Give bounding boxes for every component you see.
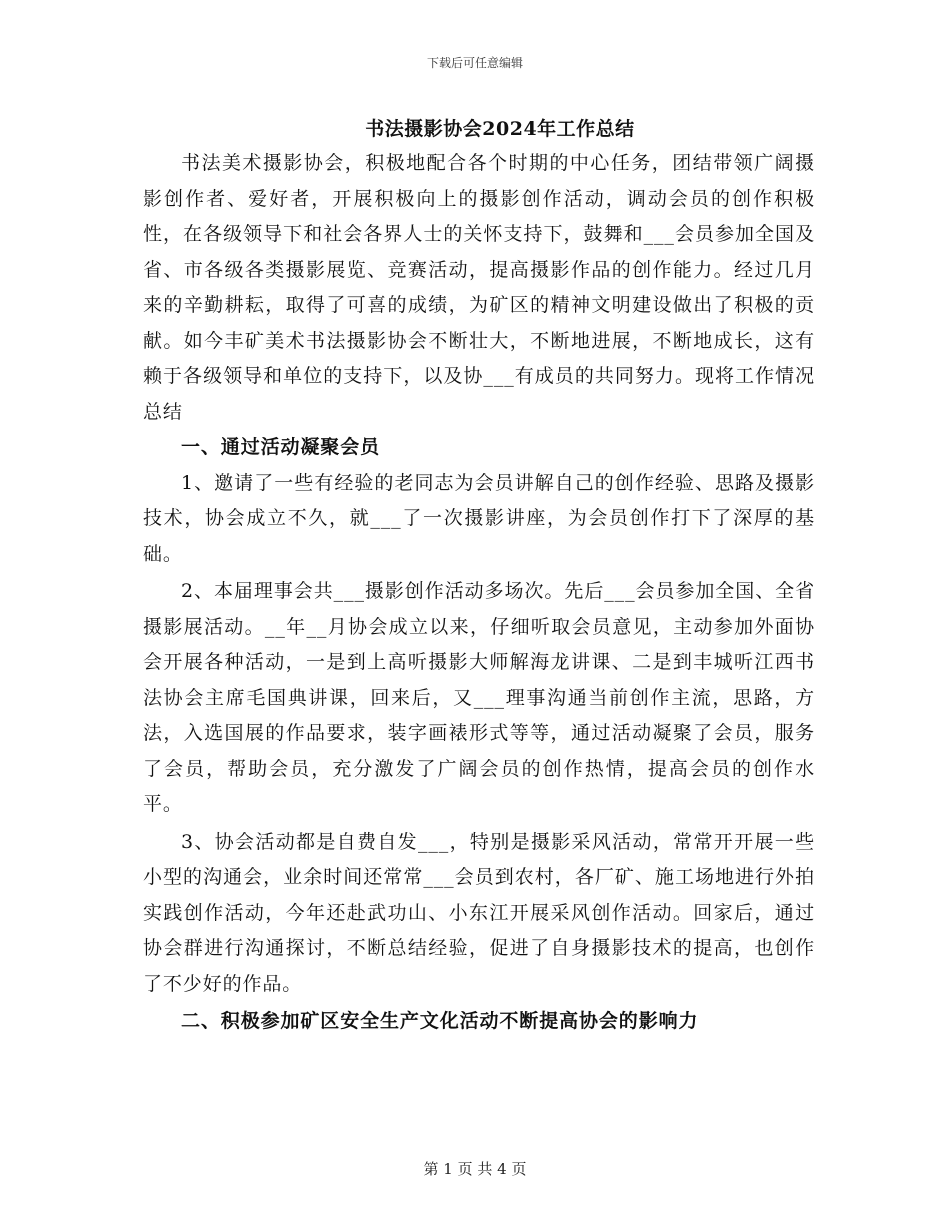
header-note: 下载后可任意编辑 — [426, 56, 523, 70]
item-2-paragraph: 2、本届理事会共___摄影创作活动多场次。先后___会员参加全国、全省摄影展活动。__年__月协会成立以来，仔细听取会员意见，主动参加外面协会开展各种活动，一是到上高听摄影大师解海龙讲课、二是到丰城听江西书法协会主席毛国典讲课，回来后，又___理事沟通当前创作主流，思路，方法，入选国展的作品要求，装字画裱形式等等，通过活动凝聚了会员，服务了会员，帮助会员，充分激发了广阔会员的创作热情，提高会员的创作水平。 — [143, 580, 815, 815]
item-3-paragraph: 3、协会活动都是自费自发___，特别是摄影采风活动，常常开开展一些小型的沟通会，业余时间还常常___会员到农村，各厂矿、施工场地进行外拍实践创作活动，今年还赴武功山、小东江开展采风创作活动。回家后，通过协会群进行沟通探讨，不断总结经验，促进了自身摄影技术的提高，也创作了不少好的作品。 — [143, 830, 815, 995]
intro-paragraph: 书法美术摄影协会，积极地配合各个时期的中心任务，团结带领广阔摄影创作者、爱好者，开展积极向上的摄影创作活动，调动会员的创作积极性，在各级领导下和社会各界人士的关怀支持下，鼓舞和___会员参加全国及省、市各级各类摄影展览、竞赛活动，提高摄影作品的创作能力。经过几月来的辛勤耕耘，取得了可喜的成绩，为矿区的精神文明建设做出了积极的贡献。如今丰矿美术书法摄影协会不断壮大，不断地进展，不断地成长，这有赖于各级领导和单位的支持下，以及协___有成员的共同努力。现将工作情况总结 — [143, 152, 815, 423]
document-body — [143, 146, 815, 1040]
page-footer: 第 1 页 共 4 页 — [423, 1160, 527, 1178]
item-1-paragraph: 1、邀请了一些有经验的老同志为会员讲解自己的创作经验、思路及摄影技术，协会成立不久，就___了一次摄影讲座，为会员创作打下了深厚的基础。 — [143, 471, 815, 565]
section-1-heading: 一、通过活动凝聚会员 — [181, 436, 381, 458]
document-title: 书法摄影协会2024年工作总结 — [365, 118, 635, 140]
section-2-heading: 二、积极参加矿区安全生产文化活动不断提高协会的影响力 — [181, 1010, 699, 1032]
